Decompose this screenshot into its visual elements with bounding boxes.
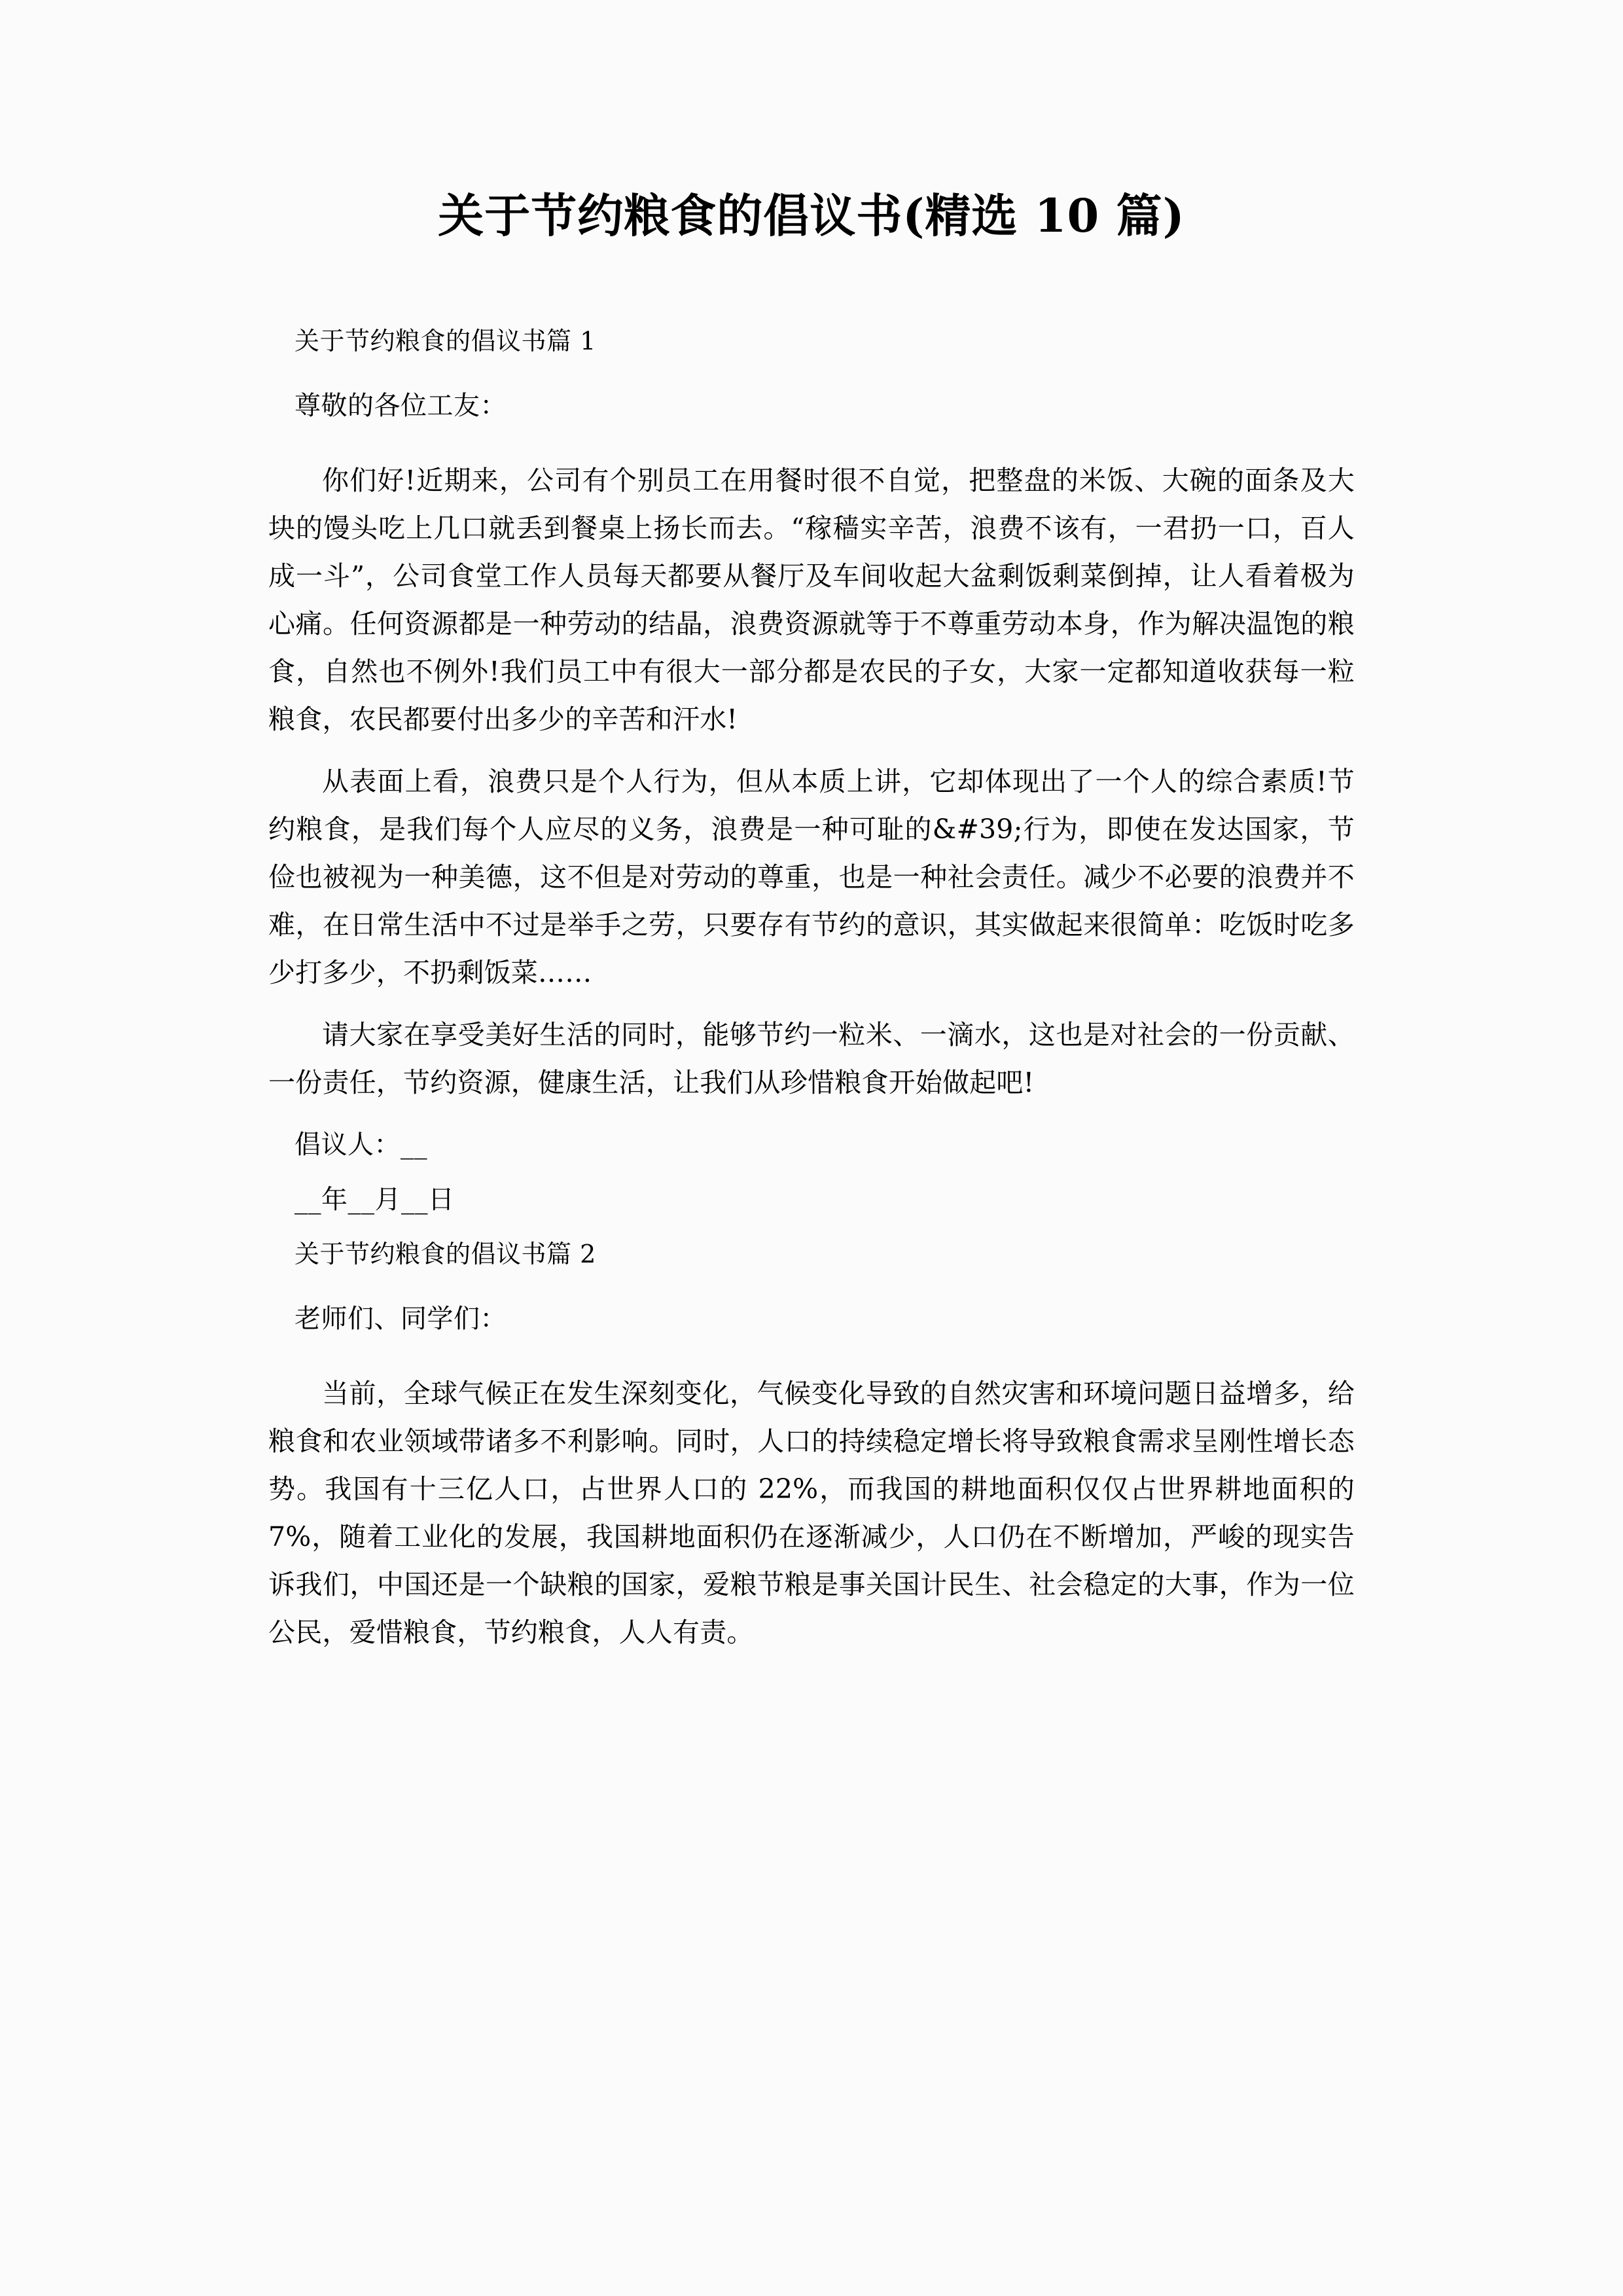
signature-date: __年__月__日 <box>294 1184 455 1215</box>
spacer-after-title <box>268 245 1355 329</box>
essay-section-1 <box>268 326 1355 1215</box>
body-paragraph: 当前，全球气候正在发生深刻变化，气候变化导致的自然灾害和环境问题日益增多，给粮食和农业领域带诸多不利影响。同时，人口的持续稳定增长将导致粮食需求呈刚性增长态势。我国有十三亿人口，占世界人口的 22%，而我国的耕地面积仅仅占世界耕地面积的 7%，随着工业化的发展，我国耕地面积仍在逐渐减少，人口仍在不断增加，严峻的现实告诉我们，中国还是一个缺粮的国家，爱粮节粮是事关国计民生、社会稳定的大事，作为一位公民，爱惜粮食，节约粮食，人人有责。 <box>268 1377 1355 1648</box>
spacer-between-sections <box>268 1213 1355 1242</box>
spacer <box>268 1107 1355 1132</box>
section-heading: 关于节约粮食的倡议书篇 2 <box>294 1239 596 1268</box>
signature-name: 倡议人：__ <box>294 1129 427 1160</box>
body-paragraph: 请大家在享受美好生活的同时，能够节约一粒米、一滴水，这也是对社会的一份贡献、一份责任，节约资源，健康生活，让我们从珍惜粮食开始做起吧! <box>268 1018 1355 1098</box>
spacer <box>268 419 1355 457</box>
spacer <box>268 1158 1355 1187</box>
section-heading: 关于节约粮食的倡议书篇 1 <box>294 326 596 355</box>
page-title: 关于节约粮食的倡议书(精选 10 篇) <box>438 188 1185 243</box>
essay-section-2 <box>268 1239 1355 1657</box>
section-salutation: 老师们、同学们： <box>294 1303 507 1334</box>
spacer <box>268 1332 1355 1370</box>
document-content <box>268 0 1355 1657</box>
section-salutation: 尊敬的各位工友： <box>294 390 507 421</box>
spacer <box>268 1266 1355 1306</box>
body-paragraph: 你们好!近期来，公司有个别员工在用餐时很不自觉，把整盘的米饭、大碗的面条及大块的馒头吃上几口就丢到餐桌上扬长而去。“稼穑实辛苦，浪费不该有，一君扔一口，百人成一斗”，公司食堂工作人员每天都要从餐厅及车间收起大盆剩饭剩菜倒掉，让人看着极为心痛。任何资源都是一种劳动的结晶，浪费资源就等于不尊重劳动本身，作为解决温饱的粮食，自然也不例外!我们员工中有很大一部分都是农民的子女，大家一定都知道收获每一粒粮食，农民都要付出多少的辛苦和汗水! <box>268 464 1355 735</box>
spacer <box>268 997 1355 1011</box>
spacer <box>268 744 1355 758</box>
body-paragraph: 从表面上看，浪费只是个人行为，但从本质上讲，它却体现出了一个人的综合素质!节约粮食，是我们每个人应尽的义务，浪费是一种可耻的&#39;行为，即使在发达国家，节俭也被视为一种美德，这不但是对劳动的尊重，也是一种社会责任。减少不必要的浪费并不难，在日常生活中不过是举手之劳，只要存有节约的意识，其实做起来很简单：吃饭时吃多少打多少，不扔剩饭菜…… <box>268 765 1355 988</box>
spacer <box>268 353 1355 393</box>
